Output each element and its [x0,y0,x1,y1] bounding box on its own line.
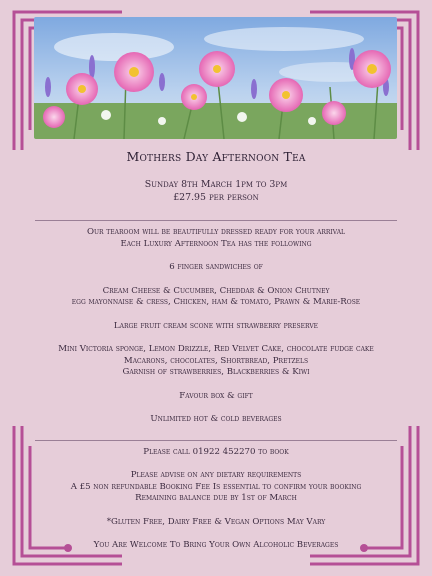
event-date: Sunday 8th March 1pm to 3pm [144,179,288,190]
dietary-note: *Gluten Free, Dairy Free & Vegan Options May Vary [106,516,326,527]
intro-line: Each Luxury Afternoon Tea has the following [120,238,312,249]
alcohol-note: You Are Welcome To Bring Your Own Alcoholic Beverages [93,540,339,550]
sandwich-line: Cream Cheese & Cucumber, Cheddar & Onion Chutney [102,285,330,296]
cake-line: Macarons, chocolates, Shortbread, Pretzels [123,355,309,366]
advice-line: Please advise on any dietary requirements [130,470,302,480]
advice-line: Remaining balance due by 1st of March [135,493,297,503]
scone-line: Large fruit cream scone with strawberry preserve [113,320,319,331]
flyer-content [22,146,410,552]
sandwiches-heading: 6 finger sandwiches of [169,262,263,272]
cake-line: Garnish of strawberries, Blackberries & Kiwi [122,367,310,377]
beverages-line: Unlimited hot & cold beverages [150,414,282,424]
cake-line: Mini Victoria sponge, Lemon Drizzle, Red Velvet Cake, chocolate fudge cake [58,344,374,354]
spring-flowers-image [34,17,397,139]
advice-line: A £5 non refundable Booking Fee Is essential to confirm your booking [70,481,362,492]
event-title: Mothers Day Afternoon Tea [126,149,306,164]
divider-bottom [35,440,397,441]
intro-line: Our tearoom will be beautifully dressed ready for your arrival [86,227,346,237]
favour-line: Favour box & gift [179,390,253,401]
divider-top [35,220,397,221]
sandwich-line: egg mayonnaise & cress, Chicken, ham & tomato, Prawn & Marie-Rose [71,297,361,307]
event-price: £27.95 per person [173,192,259,203]
booking-phone: Please call 01922 452270 to book [143,446,289,457]
